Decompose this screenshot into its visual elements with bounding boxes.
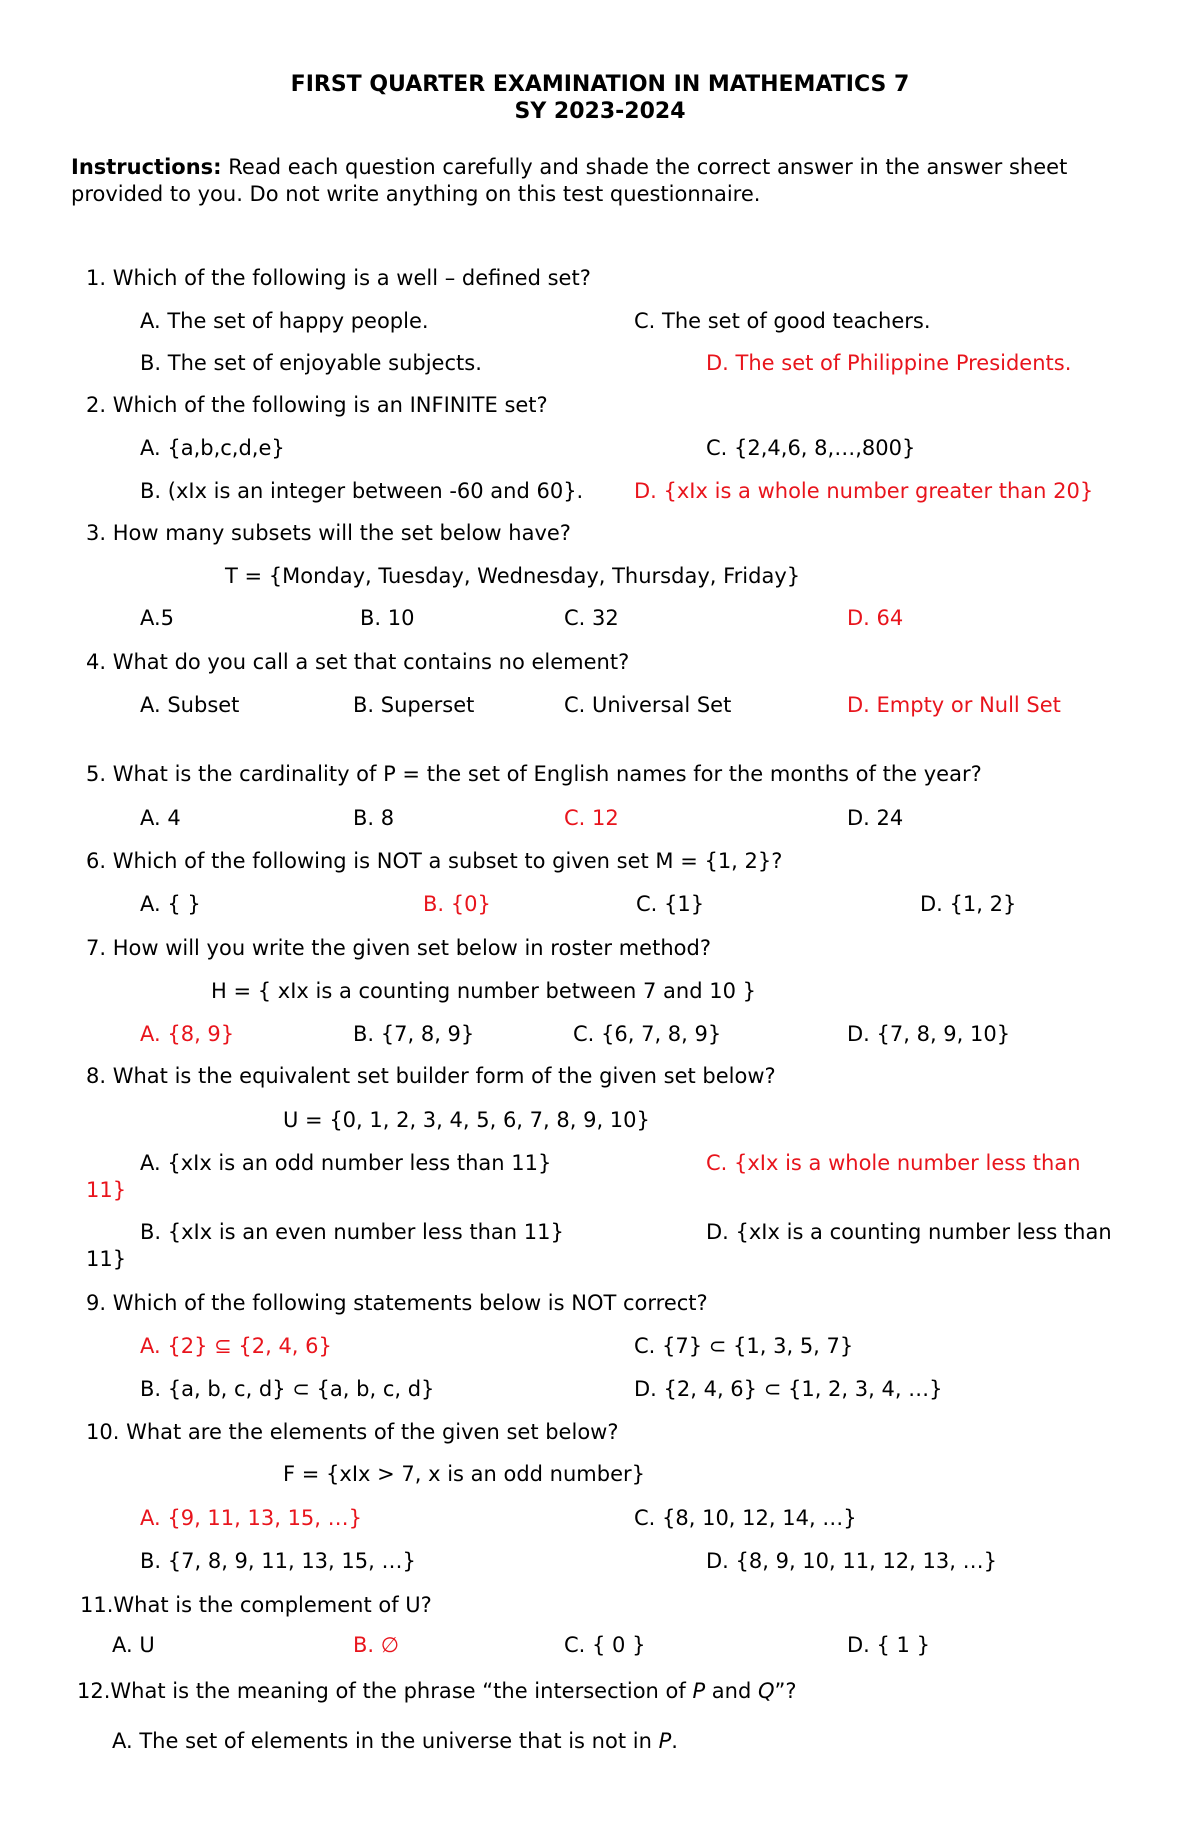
q12-text-part: 12.What is the meaning of the phrase “the intersection of [77,1679,693,1703]
q10-choice-a-answer: A. {9, 11, 13, 15, …} [140,1506,362,1530]
q8-choice-b: B. {xIx is an even number less than 11} [140,1220,564,1244]
q4-choice-d-answer: D. Empty or Null Set [847,693,1061,717]
q5-choice-c-answer: C. 12 [564,806,619,830]
q5-choice-a: A. 4 [140,806,181,830]
q12-choice-a-set-p: P [658,1729,672,1753]
q8-set: U = {0, 1, 2, 3, 4, 5, 6, 7, 8, 9, 10} [283,1108,650,1132]
q11-choice-a: A. U [112,1633,155,1657]
q5-choice-d: D. 24 [847,806,904,830]
q12-choice-a-text: A. The set of elements in the universe that is not in [112,1729,659,1753]
question-4: 4. What do you call a set that contains no element? [86,650,630,674]
q4-choice-b: B. Superset [353,693,475,717]
q1-choice-a: A. The set of happy people. [140,309,429,333]
question-6: 6. Which of the following is NOT a subset to given set M = {1, 2}? [86,849,783,873]
question-1: 1. Which of the following is a well – defined set? [86,266,591,290]
q10-choice-b: B. {7, 8, 9, 11, 13, 15, …} [140,1549,416,1573]
q2-choice-c: C. {2,4,6, 8,…,800} [706,436,916,460]
q9-choice-a-answer: A. {2} ⊆ {2, 4, 6} [140,1334,332,1358]
q11-choice-c: C. { 0 } [564,1633,646,1657]
q4-choice-c: C. Universal Set [564,693,732,717]
q3-set: T = {Monday, Tuesday, Wednesday, Thursday, Friday} [225,564,801,588]
q8-choice-d: D. {xIx is a counting number less than [706,1220,1112,1244]
question-10: 10. What are the elements of the given set below? [86,1420,619,1444]
q8-choice-a: A. {xIx is an odd number less than 11} [140,1151,552,1175]
q12-text-end: ”? [774,1679,797,1703]
q10-choice-d: D. {8, 9, 10, 11, 12, 13, …} [706,1549,997,1573]
q7-choice-d: D. {7, 8, 9, 10} [847,1022,1011,1046]
question-7: 7. How will you write the given set below in roster method? [86,936,711,960]
exam-title: FIRST QUARTER EXAMINATION IN MATHEMATICS 7 [290,72,910,97]
q10-choice-c: C. {8, 10, 12, 14, …} [634,1506,857,1530]
question-11: 11.What is the complement of U? [80,1593,432,1617]
question-12 [77,1679,797,1703]
q8-choice-d-cont: 11} [86,1247,127,1271]
q12-text-and: and [705,1679,758,1703]
q3-choice-b: B. 10 [360,606,415,630]
q3-choice-d-answer: D. 64 [847,606,904,630]
q3-choice-c: C. 32 [564,606,619,630]
instructions-label: Instructions: [71,155,222,179]
q6-choice-c: C. {1} [636,892,705,916]
instructions [71,154,1131,208]
question-2: 2. Which of the following is an INFINITE set? [86,393,548,417]
q1-choice-d-answer: D. The set of Philippine Presidents. [706,351,1072,375]
q10-set: F = {xIx > 7, x is an odd number} [283,1462,646,1486]
q3-choice-a: A.5 [140,606,175,630]
question-9: 9. Which of the following statements below is NOT correct? [86,1291,708,1315]
q1-choice-c: C. The set of good teachers. [634,309,931,333]
q12-set-p: P [692,1679,706,1703]
q6-choice-b-answer: B. {0} [423,892,491,916]
instructions-text: Read each question carefully and shade the correct answer in the answer sheet provided to you. Do not write anything on this test questionnaire. [71,155,1068,206]
q9-choice-c: C. {7} ⊂ {1, 3, 5, 7} [634,1334,854,1358]
q11-choice-b-answer: B. ∅ [353,1633,400,1657]
question-3: 3. How many subsets will the set below have? [86,521,571,545]
q7-choice-a-answer: A. {8, 9} [140,1022,235,1046]
q6-choice-d: D. {1, 2} [920,892,1017,916]
q7-choice-b: B. {7, 8, 9} [353,1022,475,1046]
q5-choice-b: B. 8 [353,806,395,830]
question-5: 5. What is the cardinality of P = the set of English names for the months of the year? [86,762,982,786]
q12-set-q: Q [757,1679,775,1703]
q2-choice-b: B. (xIx is an integer between -60 and 60}. [140,479,584,503]
q9-choice-d: D. {2, 4, 6} ⊂ {1, 2, 3, 4, …} [634,1377,943,1401]
q1-choice-b: B. The set of enjoyable subjects. [140,351,482,375]
q8-choice-c-answer: C. {xIx is a whole number less than [706,1151,1081,1175]
q11-choice-d: D. { 1 } [847,1633,930,1657]
q8-choice-c-answer-cont: 11} [86,1178,127,1202]
q6-choice-a: A. { } [140,892,201,916]
q12-choice-a [112,1729,678,1753]
q7-choice-c: C. {6, 7, 8, 9} [573,1022,722,1046]
school-year: SY 2023-2024 [514,99,686,124]
q2-choice-a: A. {a,b,c,d,e} [140,436,285,460]
q7-set: H = { xIx is a counting number between 7 and 10 } [211,979,756,1003]
question-8: 8. What is the equivalent set builder form of the given set below? [86,1064,776,1088]
q2-choice-d-answer: D. {xIx is a whole number greater than 20} [634,479,1094,503]
q12-choice-a-end: . [671,1729,678,1753]
q4-choice-a: A. Subset [140,693,240,717]
q9-choice-b: B. {a, b, c, d} ⊂ {a, b, c, d} [140,1377,435,1401]
